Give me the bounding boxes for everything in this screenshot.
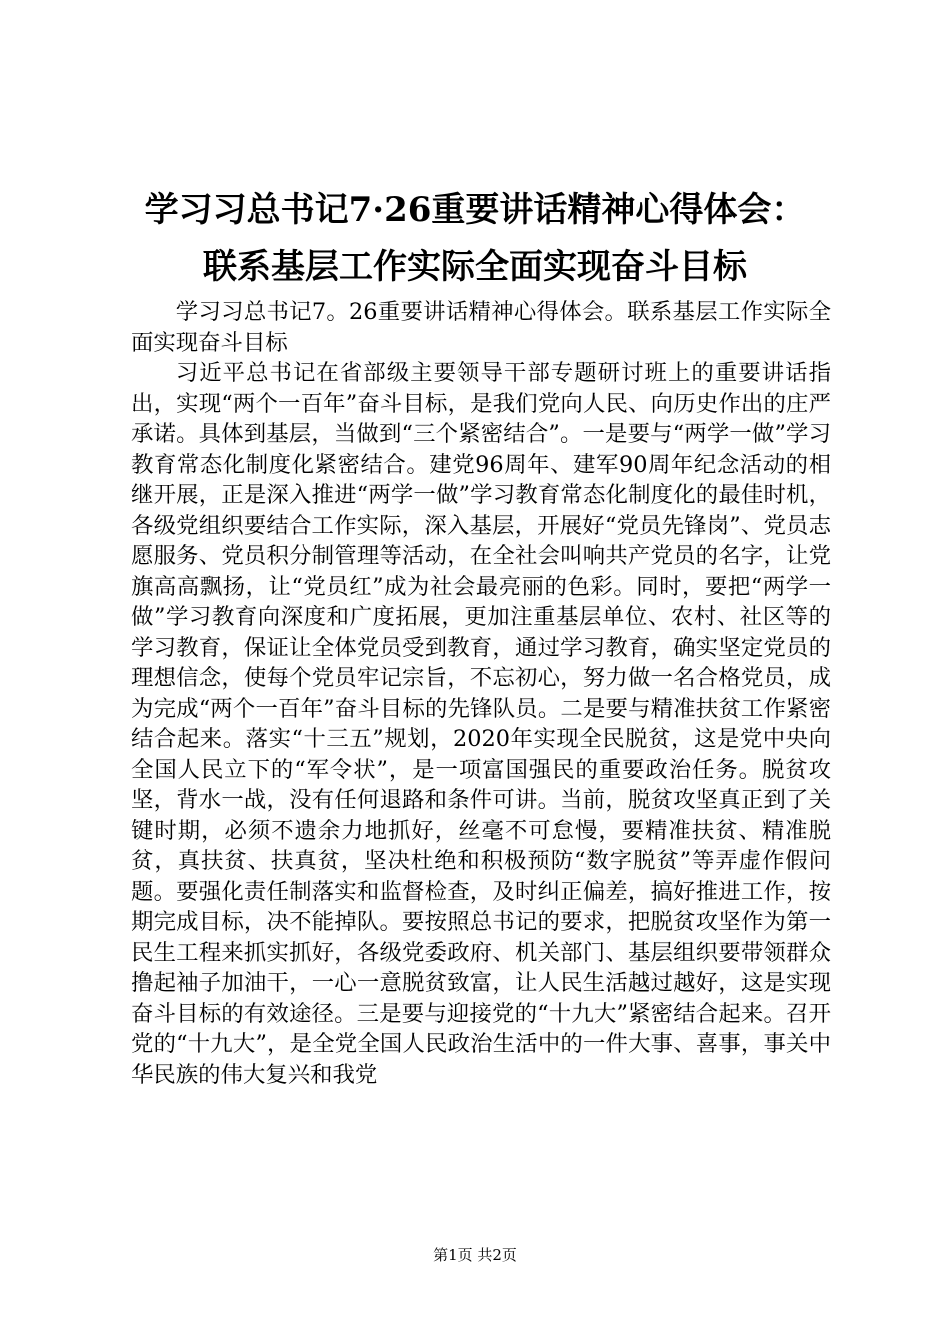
document-title-line-1: 学习习总书记7·26重要讲话精神心得体会：	[144, 190, 806, 230]
document-body	[131, 297, 831, 1090]
paragraph-main: 习近平总书记在省部级主要领导干部专题研讨班上的重要讲话指出，实现“两个一百年”奋斗目标，是我们党向人民、向历史作出的庄严承诺。具体到基层，当做到“三个紧密结合”。一是要与“两学一做”学习教育常态化制度化紧密结合。建党96周年、建军90周年纪念活动的相继开展，正是深入推进“两学一做”学习教育常态化制度化的最佳时机，各级党组织要结合工作实际，深入基层，开展好“党员先锋岗”、党员志愿服务、党员积分制管理等活动，在全社会叫响共产党员的名字，让党旗高高飘扬，让“党员红”成为社会最亮丽的色彩。同时，要把“两学一做”学习教育向深度和广度拓展，更加注重基层单位、农村、社区等的学习教育，保证让全体党员受到教育，通过学习教育，确实坚定党员的理想信念，使每个党员牢记宗旨，不忘初心，努力做一名合格党员，成为完成“两个一百年”奋斗目标的先锋队员。二是要与精准扶贫工作紧密结合起来。落实“十三五”规划，2020年实现全民脱贫，这是党中央向全国人民立下的“军令状”，是一项富国强民的重要政治任务。脱贫攻坚，背水一战，没有任何退路和条件可讲。当前，脱贫攻坚真正到了关键时期，必须不遗余力地抓好，丝毫不可怠慢，要精准扶贫、精准脱贫，真扶贫、扶真贫，坚决杜绝和积极预防“数字脱贫”等弄虚作假问题。要强化责任制落实和监督检查，及时纠正偏差，搞好推进工作，按期完成目标，决不能掉队。要按照总书记的要求，把脱贫攻坚作为第一民生工程来抓实抓好，各级党委政府、机关部门、基层组织要带领群众撸起袖子加油干，一心一意脱贫致富，让人民生活越过越好，这是实现奋斗目标的有效途径。三是要与迎接党的“十九大”紧密结合起来。召开党的“十九大”，是全党全国人民政治生活中的一件大事、喜事，事关中华民族的伟大复兴和我党	[131, 360, 831, 1088]
document-title-line-2: 联系基层工作实际全面实现奋斗目标	[203, 247, 747, 287]
paragraph-intro: 学习习总书记7。26重要讲话精神心得体会。联系基层工作实际全面实现奋斗目标	[131, 299, 831, 356]
page-number-footer: 第1页 共2页	[433, 1246, 517, 1264]
